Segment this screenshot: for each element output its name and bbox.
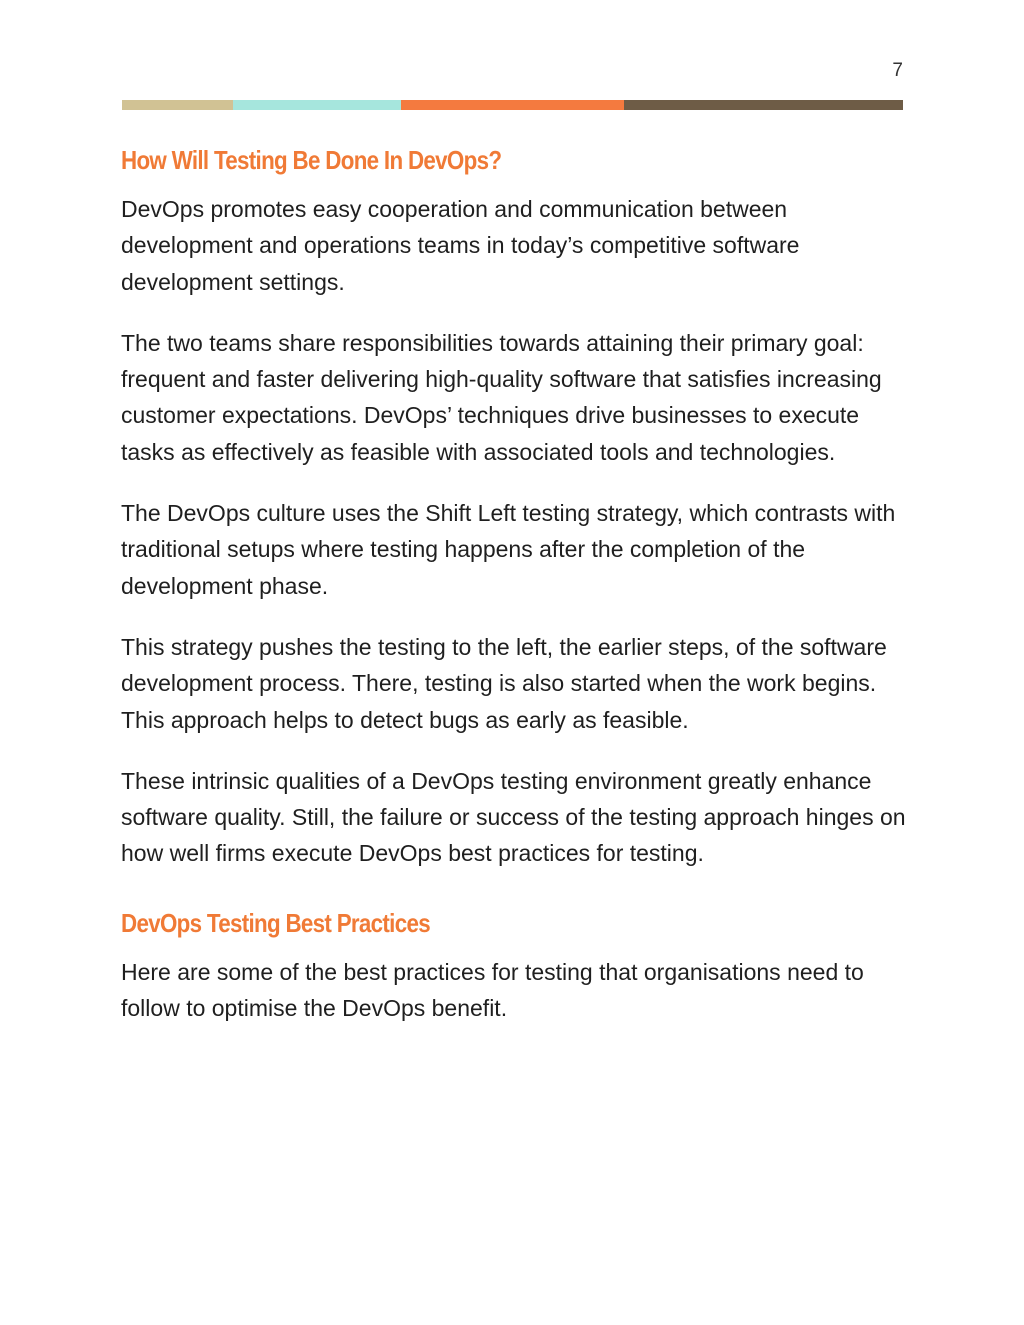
paragraph: These intrinsic qualities of a DevOps testing environment greatly enhance software quality. Still, the failure or success of the testing approach hinges on how well firms execute DevOps best practices for testing.	[121, 767, 906, 867]
color-bar-segment-brown	[624, 100, 903, 110]
paragraph: DevOps promotes easy cooperation and communication between development and operations teams in today’s competitive software development settings.	[121, 196, 800, 295]
paragraph: This strategy pushes the testing to the left, the earlier steps, of the software development process. There, testing is also started when the work begins. This approach helps to detect bugs as early as feasible.	[121, 633, 887, 733]
section-heading-testing-in-devops: How Will Testing Be Done In DevOps?	[121, 145, 502, 175]
document-body	[121, 145, 911, 1051]
section-heading-best-practices: DevOps Testing Best Practices	[121, 907, 430, 938]
paragraph: Here are some of the best practices for testing that organisations need to follow to optimise the DevOps benefit.	[121, 958, 864, 1022]
paragraph: The DevOps culture uses the Shift Left testing strategy, which contrasts with traditional setups where testing happens after the completion of the development phase.	[121, 500, 896, 599]
decorative-color-bar	[122, 100, 903, 110]
page-number: 7	[892, 60, 903, 81]
color-bar-segment-aqua	[233, 100, 401, 110]
color-bar-segment-tan	[122, 100, 233, 110]
paragraph: The two teams share responsibilities towards attaining their primary goal: frequent and faster delivering high-quality software that satisfies increasing customer expectations. DevOps’ techniques drive businesses to execute tasks as effectively as feasible with associated tools and technologies.	[121, 329, 882, 465]
color-bar-segment-orange	[401, 100, 624, 110]
